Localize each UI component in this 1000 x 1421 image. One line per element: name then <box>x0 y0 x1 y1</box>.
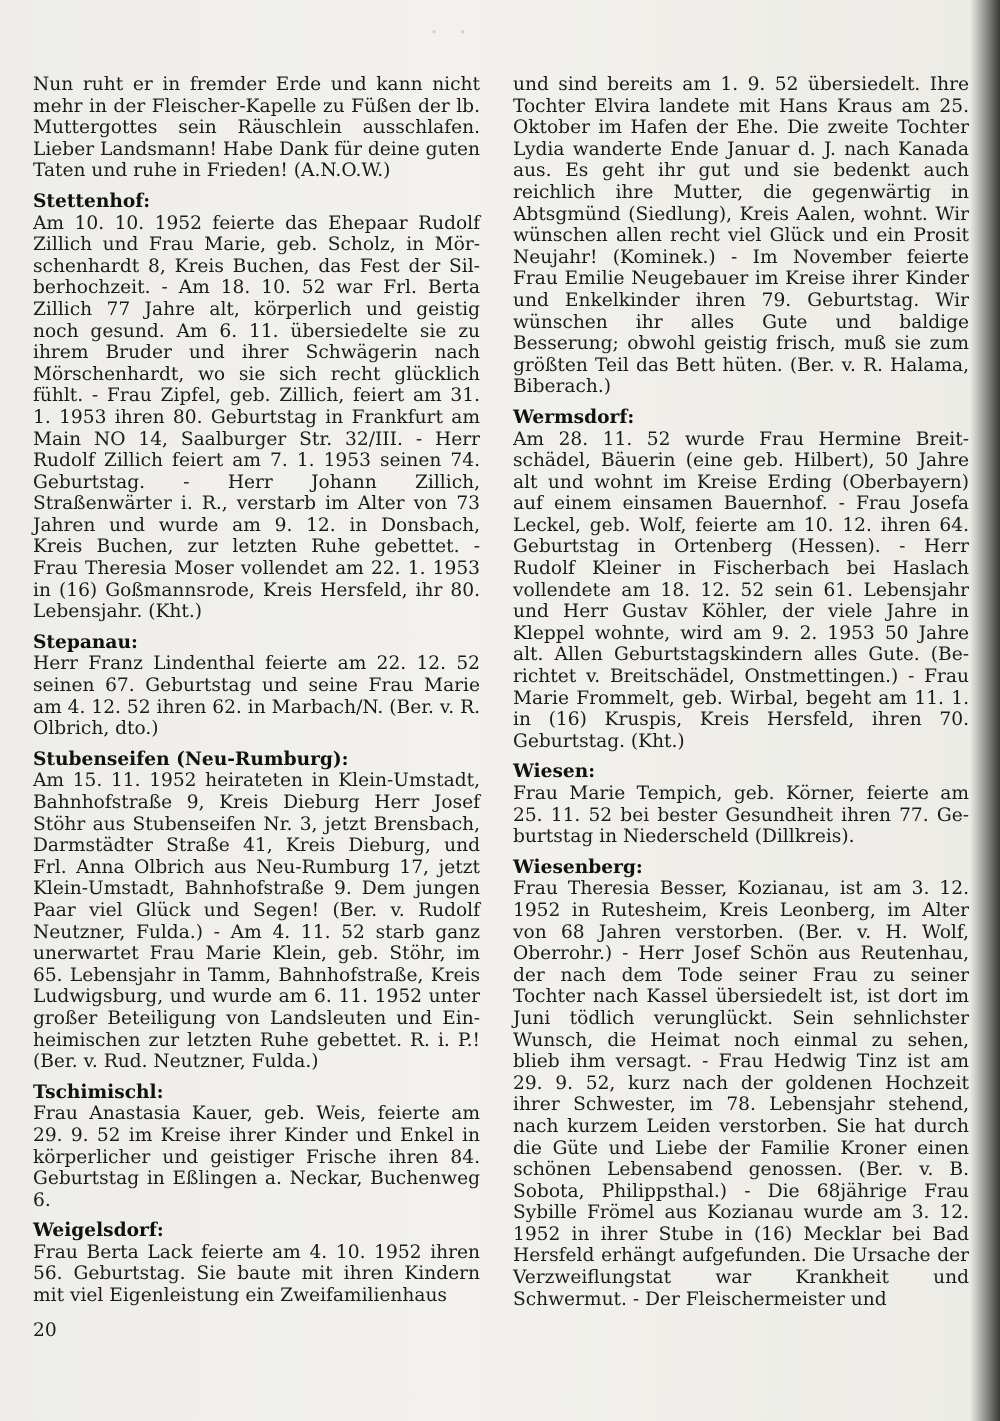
section-heading-tschimischl: Tschimischl: <box>33 1081 164 1103</box>
section-text-stettenhof: Am 10. 10. 1952 feierte das Ehepaar Rudolf Zillich und Frau Marie, geb. Scholz, in Mörschenhardt 8, Kreis Buchen, das Fest der Silberhochzeit. - Am 18. 10. 52 war Frl. Berta Zillich 77 Jahre alt, körperlich und geistig noch gesund. Am 6. 11. übersiedelte sie zu ihrem Bruder und ihrer Schwägerin nach Mörschenhardt, wo sie sich recht glücklich fühlt. - Frau Zipfel, geb. Zillich, feiert am 31. 1. 1953 ihren 80. Geburtstag in Frankfurt am Main NO 14, Saalburger Str. 32/III. - Herr Rudolf Zillich feiert am 7. 1. 1953 seinen 74. Geburtstag. - Herr Johann Zillich, Straßenwärter i. R., verstarb im Alter von 73 Jahren und wurde am 9. 12. in Donsbach, Kreis Buchen, zur letzten Ruhe gebettet. - Frau Theresia Moser vollendet am 22. 1. 1953 in (16) Goßmannsrode, Kreis Hersfeld, ihr 80. Lebensjahr. (Kht.) <box>33 212 480 623</box>
left-column <box>33 74 480 1307</box>
top-faded-mark: · · <box>430 18 473 48</box>
right-column <box>513 74 969 1310</box>
continuation-paragraph: und sind bereits am 1. 9. 52 übersiedelt. Ihre Tochter Elvira landete mit Hans Kraus am 25. Oktober im Hafen der Ehe. Die zweite Tochter Lydia wanderte Ende Januar d. J. nach Kanada aus. Es geht ihr gut und sie bedenkt auch reichlich ihre Mutter, die gegenwärtig in Abtsgmünd (Siedlung), Kreis Aalen, wohnt. Wir wünschen allen recht viel Glück und ein Prosit Neujahr! (Kominek.) - Im November feierte Frau Emilie Neugebauer im Kreise ihrer Kinder und Enkelkinder ihren 79. Geburtstag. Wir wünschen ihr alles Gute und baldige Besserung; obwohl geistig frisch, muß sie zum größten Teil das Bett hüten. (Ber. v. R. Halama, Biberach.) <box>513 74 969 398</box>
section-text-wiesenberg: Frau Theresia Besser, Kozianau, ist am 3. 12. 1952 in Rutesheim, Kreis Leonberg, im Alter von 68 Jahren verstorben. (Ber. v. H. Wolf, Oberrohr.) - Herr Josef Schön aus Reutenhau, der nach dem Tode seiner Frau zu seiner Tochter nach Kassel übersiedelt ist, ist dort im Juni tödlich verunglückt. Sein sehnlichster Wunsch, die Heimat noch einmal zu sehen, blieb ihm versagt. - Frau Hedwig Tinz ist am 29. 9. 52, kurz nach der goldenen Hochzeit ihrer Schwester, im 78. Lebensjahr stehend, nach kurzem Leiden verstorben. Sie hat durch die Güte und Liebe der Familie Kroner einen schönen Lebensabend genossen. (Ber. v. B. Sobota, Philippsthal.) - Die 68jährige Frau Sybille Frömel aus Kozianau wurde am 3. 12. 1952 in ihrer Stube in (16) Mecklar bei Bad Hersfeld erhängt aufgefunden. Die Ursache der Verzweiflungstat war Krankheit und Schwermut. - Der Fleischermeister und <box>513 878 969 1310</box>
section-text-wiesen: Frau Marie Tempich, geb. Körner, feierte am 25. 11. 52 bei bester Gesundheit ihren 77. Geburtstag in Niederscheld (Dillkreis). <box>513 783 969 848</box>
section-text-stubenseifen: Am 15. 11. 1952 heirateten in Klein-Umstadt, Bahnhofstraße 9, Kreis Dieburg Herr Josef Stöhr aus Stubenseifen Nr. 3, jetzt Brensbach, Darmstädter Straße 41, Kreis Dieburg, und Frl. Anna Olbrich aus Neu-Rumburg 17, jetzt Klein-Umstadt, Bahnhofstraße 9. Dem jungen Paar viel Glück und Segen! (Ber. v. Rudolf Neutzner, Fulda.) - Am 4. 11. 52 starb ganz unerwartet Frau Marie Klein, geb. Stöhr, im 65. Lebensjahr in Tamm, Bahnhofstraße, Kreis Ludwigsburg, und wurde am 6. 11. 1952 unter großer Beteiligung von Landsleuten und Einheimischen zur letzten Ruhe gebettet. R. i. P.! (Ber. v. Rud. Neutzner, Fulda.) <box>33 770 480 1073</box>
section-heading-stepanau: Stepanau: <box>33 631 138 653</box>
section-text-wermsdorf: Am 28. 11. 52 wurde Frau Hermine Breitschädel, Bäuerin (eine geb. Hilbert), 50 Jahre alt und wohnt im Kreise Erding (Oberbayern) auf einem einsamen Bauernhof. - Frau Josefa Leckel, geb. Wolf, feierte am 10. 12. ihren 64. Geburtstag in Ortenberg (Hessen). - Herr Rudolf Kleiner in Fischerbach bei Haslach vollendete am 18. 12. 52 sein 61. Lebensjahr und Herr Gustav Köhler, der viele Jahre in Kleppel wohnte, wird am 9. 2. 1953 50 Jahre alt. Allen Geburtstagskindern alles Gute. (Berichtet v. Breitschädel, Onstmettingen.) - Frau Marie Frommelt, geb. Wirbal, begeht am 11. 1. in (16) Kruspis, Kreis Hersfeld, ihren 70. Geburtstag. (Kht.) <box>513 428 969 752</box>
section-heading-stettenhof: Stettenhof: <box>33 190 151 212</box>
section-heading-weigelsdorf: Weigelsdorf: <box>33 1220 164 1242</box>
section-text-tschimischl: Frau Anastasia Kauer, geb. Weis, feierte am 29. 9. 52 im Kreise ihrer Kinder und Enkel in körperlicher und geistiger Frische ihren 84. Geburtstag in Eßlingen a. Neckar, Buchenweg 6. <box>33 1103 480 1211</box>
section-heading-wermsdorf: Wermsdorf: <box>513 406 635 428</box>
section-heading-wiesen: Wiesen: <box>513 761 596 783</box>
intro-paragraph: Nun ruht er in fremder Erde und kann nicht mehr in der Fleischer-Kapelle zu Füßen der lb. Muttergottes sein Räuschlein ausschlafen. Lieber Landsmann! Habe Dank für deine guten Taten und ruhe in Frieden! (A.N.O.W.) <box>33 74 480 182</box>
section-text-weigelsdorf: Frau Berta Lack feierte am 4. 10. 1952 ihren 56. Geburtstag. Sie baute mit ihren Kindern mit viel Eigenleistung ein Zweifamilienhaus <box>33 1241 480 1307</box>
scan-edge-shadow <box>970 0 1000 1421</box>
page-number: 20 <box>33 1320 57 1341</box>
section-heading-wiesenberg: Wiesenberg: <box>513 856 643 878</box>
section-heading-stubenseifen: Stubenseifen (Neu-Rumburg): <box>33 748 349 770</box>
section-text-stepanau: Herr Franz Lindenthal feierte am 22. 12. 52 seinen 67. Geburtstag und seine Frau Marie am 4. 12. 52 ihren 62. in Marbach/N. (Ber. v. R. Olbrich, dto.) <box>33 653 480 740</box>
